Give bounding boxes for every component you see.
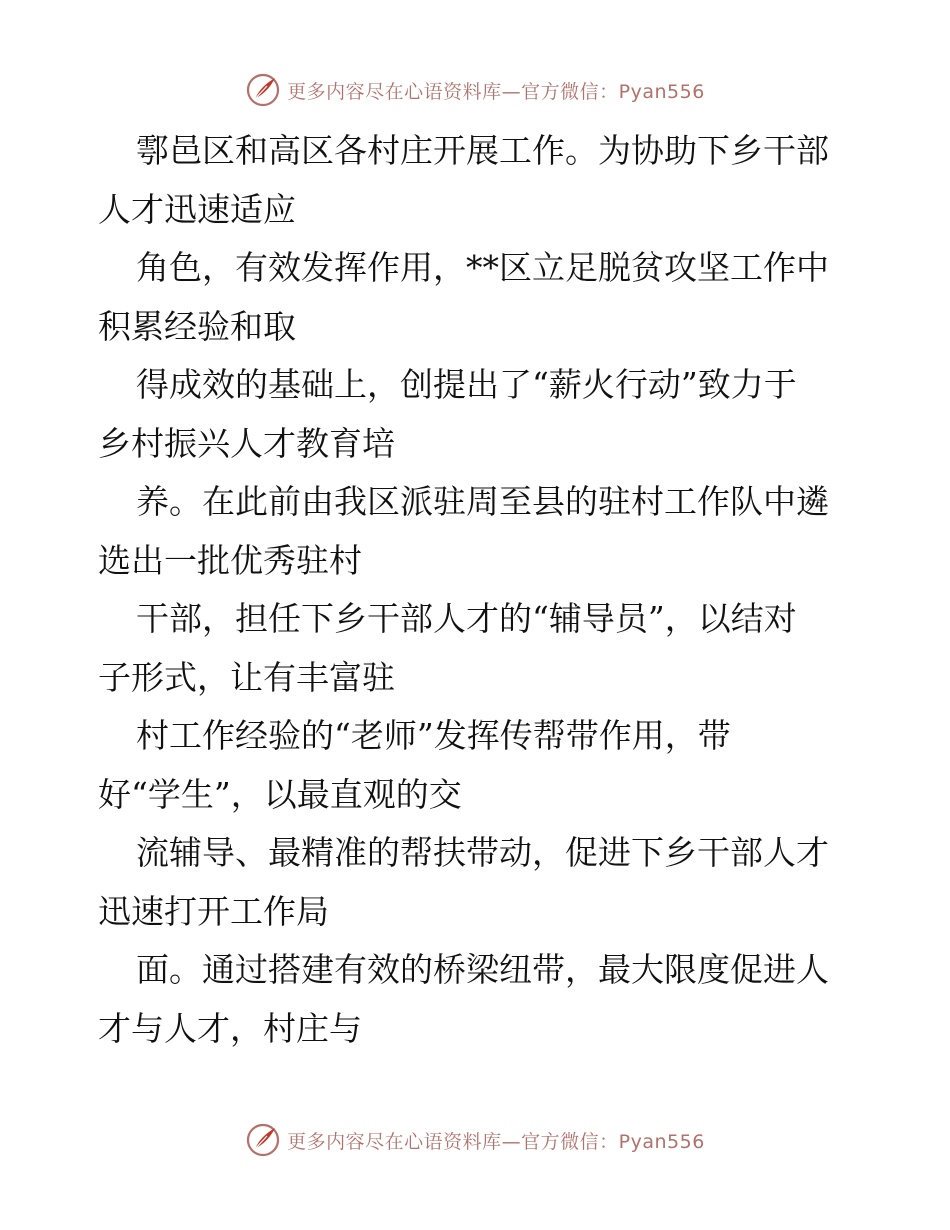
body-line: 角色，有效发挥作用，**区立足脱贫攻坚工作中 [136, 248, 829, 287]
body-line: 干部，担任下乡干部人才的“辅导员”，以结对 [136, 599, 797, 638]
body-line: 好“学生”，以最直观的交 [98, 774, 462, 814]
body-line: 村工作经验的“老师”发挥传帮带作用，带 [136, 716, 731, 755]
feather-pen-circle-icon [245, 72, 281, 108]
footer-text: 更多内容尽在心语资料库—官方微信：Pyan556 [287, 1130, 705, 1153]
body-line: 乡村振兴人才教育培 [98, 423, 395, 463]
body-line: 积累经验和取 [98, 306, 296, 346]
body-line: 迅速打开工作局 [98, 891, 329, 931]
header-text: 更多内容尽在心语资料库—官方微信：Pyan556 [287, 80, 705, 103]
body-line: 人才迅速适应 [98, 189, 296, 229]
body-line: 才与人才，村庄与 [98, 1008, 362, 1048]
header-watermark [0, 68, 950, 112]
feather-pen-circle-icon [245, 1122, 281, 1158]
body-line: 选出一批优秀驻村 [98, 540, 362, 580]
body-line: 养。在此前由我区派驻周至县的驻村工作队中遴 [136, 482, 829, 521]
body-line: 流辅导、最精准的帮扶带动，促进下乡干部人才 [136, 833, 829, 872]
body-line: 子形式，让有丰富驻 [98, 657, 395, 697]
document-body [98, 122, 858, 1058]
body-line: 得成效的基础上，创提出了“薪火行动”致力于 [136, 365, 797, 404]
body-line: 鄠邑区和高区各村庄开展工作。为协助下乡干部 [136, 131, 829, 170]
body-line: 面。通过搭建有效的桥梁纽带，最大限度促进人 [136, 950, 829, 989]
footer-watermark [0, 1118, 950, 1162]
